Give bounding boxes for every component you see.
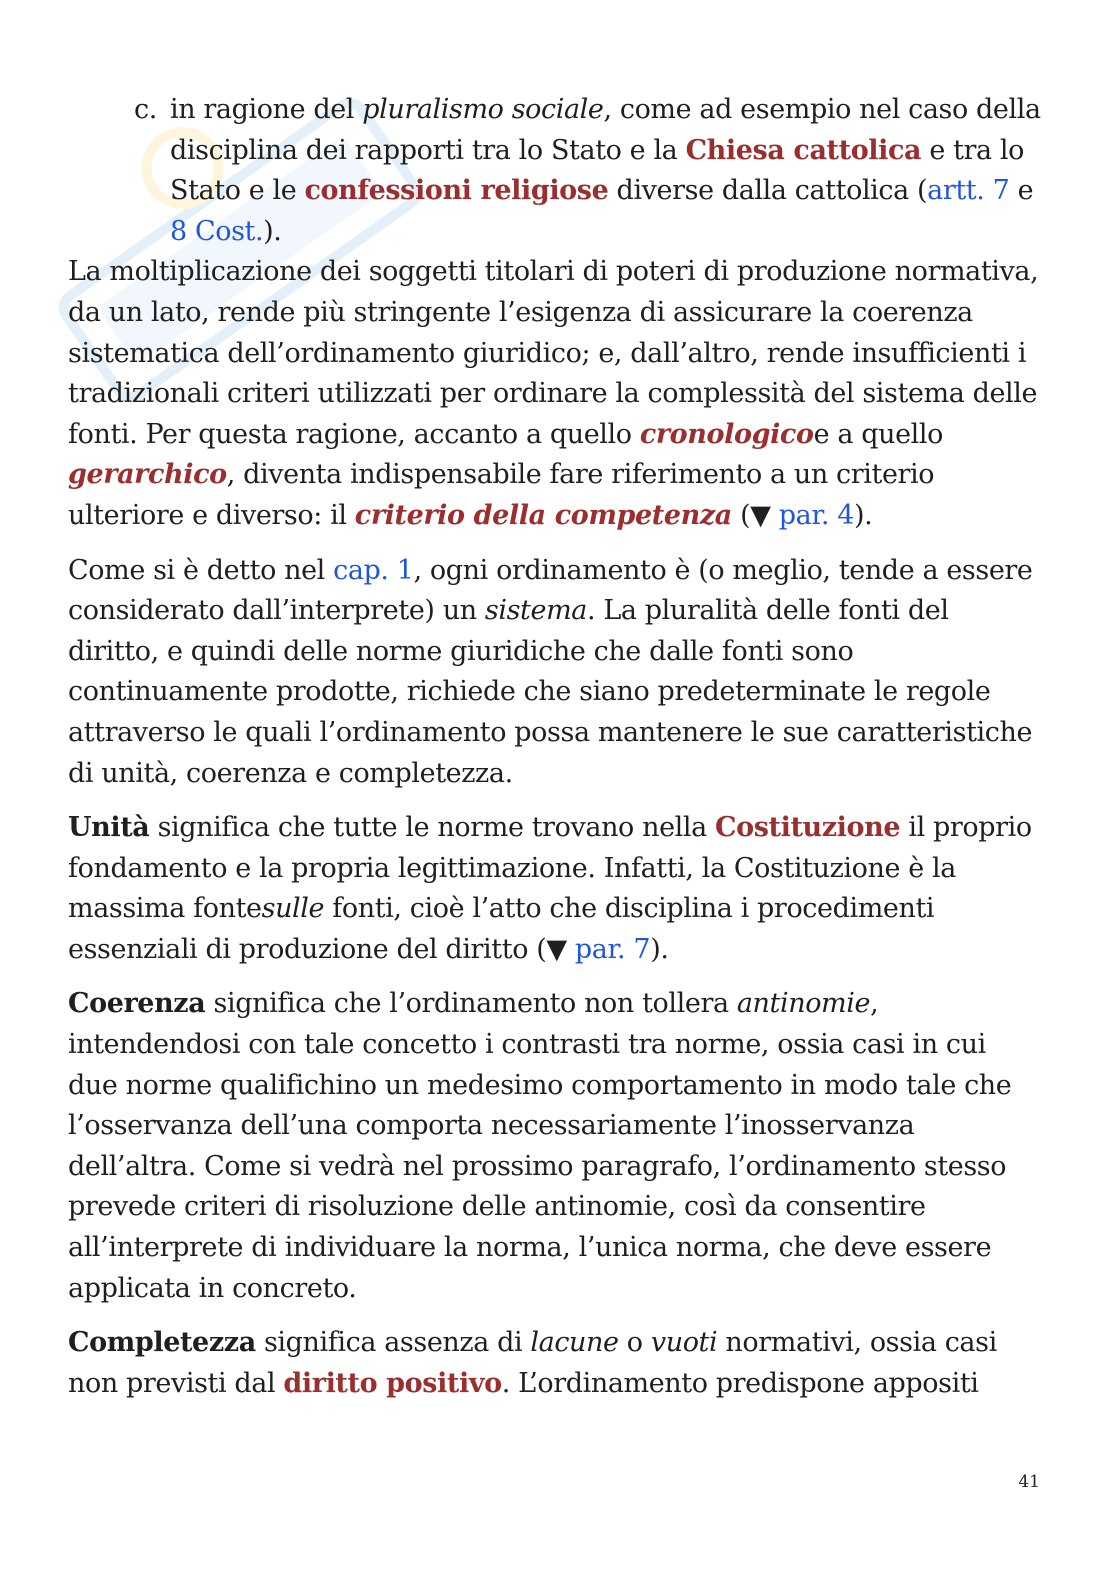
text: ). [854,499,873,531]
text: normativi, ossia casi non previsti dal [68,1327,997,1399]
text: o [618,1327,651,1359]
text: . L’ordinamento predispone appositi [501,1367,979,1399]
emphasis-sulle: sulle [261,893,325,925]
list-marker: c. [134,94,157,125]
text: , intendendosi con tale concetto i contrasti tra norme, ossia casi in cui due norme qualifichino un medesimo comportamento in modo tale che l’osservanza dell’una comporta necessariamente l’inosservanza dell’altra. Come si vedrà nel prossimo paragrafo, l’ordinamento stesso prevede criteri di risoluzione delle antinomie, così da consentire all’interprete di individuare la norma, l’unica norma, che deve essere applicata in concreto. [68,988,1012,1304]
term-costituzione: Costituzione [715,812,901,844]
link-artt-7[interactable]: artt. 7 [927,175,1010,207]
page-number: 41 [1018,1472,1040,1492]
text: e a quello [813,418,943,450]
text: , diventa indispensabile fare riferimento a un criterio ulteriore e diverso: il [68,459,935,531]
emphasis-vuoti: vuoti [650,1327,718,1359]
text: e [1009,175,1034,207]
emphasis-lacune: lacune [530,1327,619,1359]
emphasis-pluralismo: pluralismo sociale [362,94,604,125]
text: ). [263,215,282,247]
list-item-c [68,90,1043,252]
text: in ragione del [170,94,363,125]
heading-unita: Unità [68,812,150,844]
text: ). [650,933,669,965]
text: , come ad esempio nel caso della disciplina dei rapporti tra lo Stato e la [170,94,1041,166]
text: La moltiplicazione dei soggetti titolari di poteri di produzione normativa, da un lato, rende più stringente l’esigenza di assicurare la coerenza sistematica dell’ordinamento giuridico; e, dall’altro, rende insufficienti i tradizionali criteri utilizzati per ordinare la complessità del sistema delle fonti. Per questa ragione, accanto a quello [68,256,1039,450]
text: , ogni ordinamento è (o meglio, tende a essere considerato dall’interprete) un [68,554,1033,627]
term-gerarchico: gerarchico [68,459,227,491]
text: Come si è detto nel [68,554,334,586]
term-cronologico: cronologico [639,418,814,450]
paragraph-sistema [68,551,1043,795]
emphasis-sistema: sistema [484,595,587,627]
term-chiesa-cattolica: Chiesa cattolica [685,134,922,166]
text: . La pluralità delle fonti del diritto, e quindi delle norme giuridiche che dalle fonti sono continuamente prodotte, richiede che siano predeterminate le regole attraverso le quali l’ordinamento possa mantenere le sue caratteristiche di unità, coerenza e completezza. [68,595,1033,789]
text: diverse dalla cattolica ( [608,175,928,207]
paragraph-unita [68,808,1043,970]
text: (▼ [731,499,779,531]
term-confessioni-religiose: confessioni religiose [304,175,609,207]
link-cap-1[interactable]: cap. 1 [333,554,414,586]
heading-completezza: Completezza [68,1327,256,1359]
heading-coerenza: Coerenza [68,988,206,1020]
emphasis-antinomie: antinomie [736,988,871,1020]
text: il proprio fondamento e la propria legittimazione. Infatti, la Costituzione è la massima fonte [68,812,1032,925]
text: significa che tutte le norme trovano nella [149,812,716,844]
paragraph-completezza [68,1323,1043,1404]
link-par-7[interactable]: par. 7 [574,933,651,965]
paragraph-coerenza [68,984,1043,1309]
document-body [68,90,1043,1418]
text: e tra lo Stato e le [170,134,1025,207]
text: significa assenza di [255,1327,531,1359]
term-criterio-competenza: criterio della competenza [354,499,732,531]
text: fonti, cioè l’atto che disciplina i procedimenti essenziali di produzione del diritto (▼ [68,893,935,965]
term-diritto-positivo: diritto positivo [283,1367,502,1399]
link-8-cost[interactable]: 8 Cost. [170,215,264,247]
link-par-4[interactable]: par. 4 [778,499,855,531]
text: significa che l’ordinamento non tollera [205,988,737,1020]
paragraph-moltiplicazione [68,252,1043,536]
